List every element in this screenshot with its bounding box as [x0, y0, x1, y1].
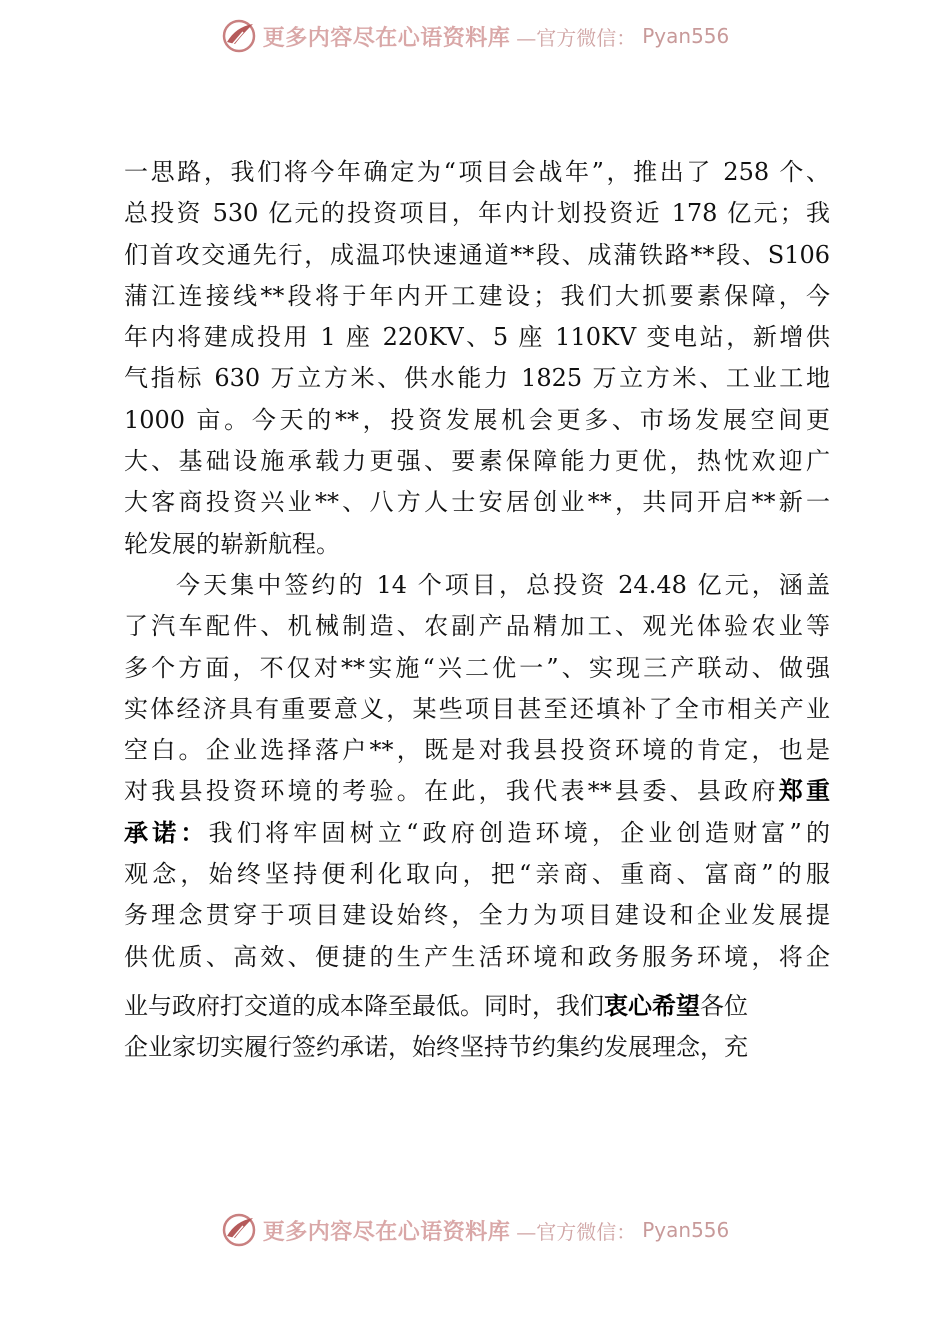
emphasis-text: 承诺：	[124, 818, 209, 847]
text-line: 多个方面，不仅对**实施“兴二优一”、实现三产联动、做强	[124, 653, 830, 682]
emphasis-text: 郑重	[778, 777, 830, 806]
quill-logo-icon	[221, 18, 257, 54]
watermark-contact: Pyan556	[642, 1218, 730, 1242]
text-line: 实体经济具有重要意义，某些项目甚至还填补了全市相关产业	[124, 694, 830, 723]
text-line: 空白。企业选择落户**，既是对我县投资环境的肯定，也是	[124, 736, 830, 765]
paragraph-2	[124, 565, 830, 1069]
paragraph-1	[124, 152, 830, 565]
emphasis-text: 衷心希望	[604, 991, 700, 1020]
quill-logo-icon	[221, 1212, 257, 1248]
text-line: 蒲江连接线**段将于年内开工建设；我们大抓要素保障，今	[124, 281, 830, 310]
text-line: 一思路，我们将今年确定为“项目会战年”，推出了 258 个、	[124, 158, 830, 186]
text-line: 大、基础设施承载力更强、要素保障能力更优，热忱欢迎广	[124, 447, 830, 476]
watermark-text: 更多内容尽在心语资料库	[262, 24, 511, 51]
text-line: 1000 亩。今天的**，投资发展机会更多、市场发展空间更	[124, 405, 830, 434]
text-line: 轮发展的崭新航程。	[124, 529, 340, 558]
text-line: 气指标 630 万立方米、供水能力 1825 万立方米、工业工地	[124, 364, 830, 393]
text-line: 大客商投资兴业**、八方人士安居创业**，共同开启**新一	[124, 488, 830, 517]
text-line: 今天集中签约的 14 个项目，总投资 24.48 亿元，涵盖	[176, 570, 830, 599]
watermark-contact: Pyan556	[642, 24, 730, 48]
text-line: 总投资 530 亿元的投资项目，年内计划投资近 178 亿元；我	[124, 199, 830, 228]
document-body	[124, 152, 830, 1069]
watermark-separator: —官方微信：	[516, 25, 637, 50]
watermark-text: 更多内容尽在心语资料库	[262, 1218, 511, 1245]
text-line	[124, 986, 830, 1027]
text-line: 观念，始终坚持便利化取向，把“亲商、重商、富商”的服	[124, 860, 830, 889]
text-line: 了汽车配件、机械制造、农副产品精加工、观光体验农业等	[124, 612, 830, 641]
watermark-banner-top	[0, 16, 950, 56]
text-segment: 业与政府打交道的成本降至最低。同时，我们	[124, 991, 604, 1020]
text-line: 供优质、高效、便捷的生产生活环境和政务服务环境，将企	[124, 942, 830, 971]
text-line	[124, 813, 830, 854]
watermark-banner-bottom	[0, 1210, 950, 1250]
text-line: 们首攻交通先行，成温邛快速通道**段、成蒲铁路**段、S106	[124, 240, 830, 269]
text-line: 务理念贯穿于项目建设始终，全力为项目建设和企业发展提	[124, 901, 830, 930]
text-segment: 对我县投资环境的考验。在此，我代表**县委、县政府	[124, 777, 779, 806]
text-segment: 各位	[700, 991, 748, 1020]
text-line: 企业家切实履行签约承诺，始终坚持节约集约发展理念，充	[124, 1033, 748, 1062]
watermark-separator: —官方微信：	[516, 1219, 637, 1244]
text-segment: 我们将牢固树立“政府创造环境，企业创造财富”的	[208, 818, 830, 847]
text-line: 年内将建成投用 1 座 220KV、5 座 110KV 变电站，新增供	[124, 323, 830, 352]
text-line	[124, 771, 830, 812]
